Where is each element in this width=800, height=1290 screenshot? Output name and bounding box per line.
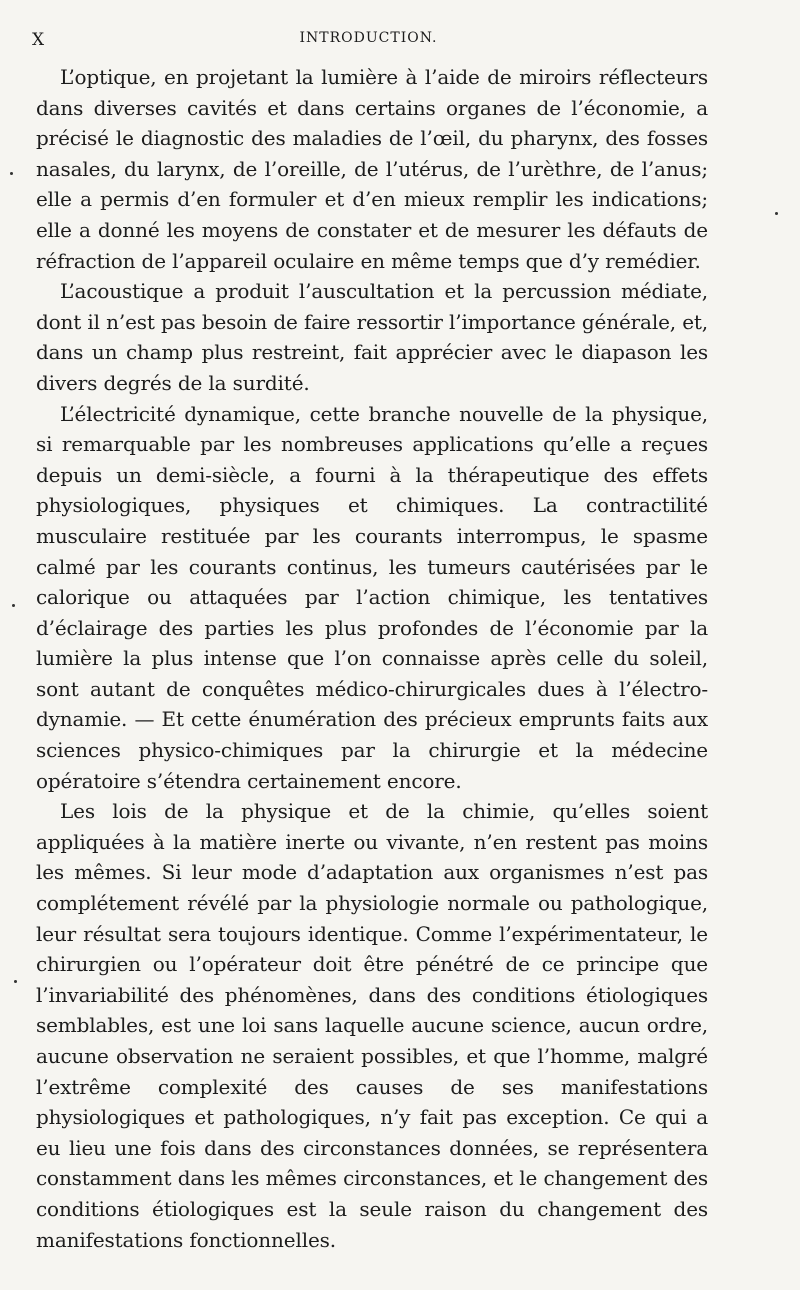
running-title: INTRODUCTION. [299,30,438,46]
speck-mark [14,980,17,983]
speck-mark [12,604,15,607]
body-text [36,62,708,1255]
speck-mark [10,172,13,175]
page-header [32,26,705,56]
paragraph-lois: Les lois de la physique et de la chimie, qu’elles soient appliquées à la matière inerte ou vivante, n’en restent pas moins les mêmes. Si leur mode d’adaptation aux organismes n’est pas complétement révélé par la physiologie normale ou pathologique, leur résultat sera toujours identique. Comme l’expérimentateur, le chirurgien ou l’opérateur doit être pénétré de ce principe que l’invariabilité des phénomènes, dans des conditions étiologiques semblables, est une loi sans laquelle aucune science, aucun ordre, aucune observation ne seraient possibles, et que l’homme, malgré l’extrême complexité des causes de ses manifestations physiologiques et pathologiques, n’y fait pas exception. Ce qui a eu lieu une fois dans des circonstances données, se représentera constamment dans les mêmes circonstances, et le changement des conditions étiologiques est la seule raison du changement des manifestations fonctionnelles. [36,799,708,1252]
paragraph-optique: L’optique, en projetant la lumière à l’aide de miroirs réflecteurs dans diverses cavités et dans certains organes de l’économie, a précisé le diagnostic des maladies de l’œil, du pharynx, des fosses nasales, du larynx, de l’oreille, de l’utérus, de l’urèthre, de l’anus; elle a permis d’en formuler et d’en mieux remplir les indications; elle a donné les moyens de constater et de mesurer les défauts de réfraction de l’appareil oculaire en même temps que d’y remédier. [36,65,708,273]
paragraph-acoustique: L’acoustique a produit l’auscultation et la percussion médiate, dont il n’est pas besoin de faire ressortir l’importance générale, et, dans un champ plus restreint, fait apprécier avec le diapason les divers degrés de la surdité. [36,279,708,395]
speck-mark [775,212,778,215]
paragraph-electricite: L’électricité dynamique, cette branche nouvelle de la physique, si remarquable par les nombreuses applications qu’elle a reçues depuis un demi-siècle, a fourni à la thérapeutique des effets physiologiques, physiques et chimiques. La contractilité musculaire restituée par les courants interrompus, le spasme calmé par les courants continus, les tumeurs cautérisées par le calorique ou attaquées par l’action chimique, les tentatives d’éclairage des parties les plus profondes de l’économie par la lumière la plus intense que l’on connaisse après celle du soleil, sont autant de conquêtes médico-chirurgicales dues à l’électro-dynamie. — Et cette énumération des précieux emprunts faits aux sciences physico-chimiques par la chirurgie et la médecine opératoire s’étendra certainement encore. [36,401,708,793]
page-number: X [32,30,45,50]
